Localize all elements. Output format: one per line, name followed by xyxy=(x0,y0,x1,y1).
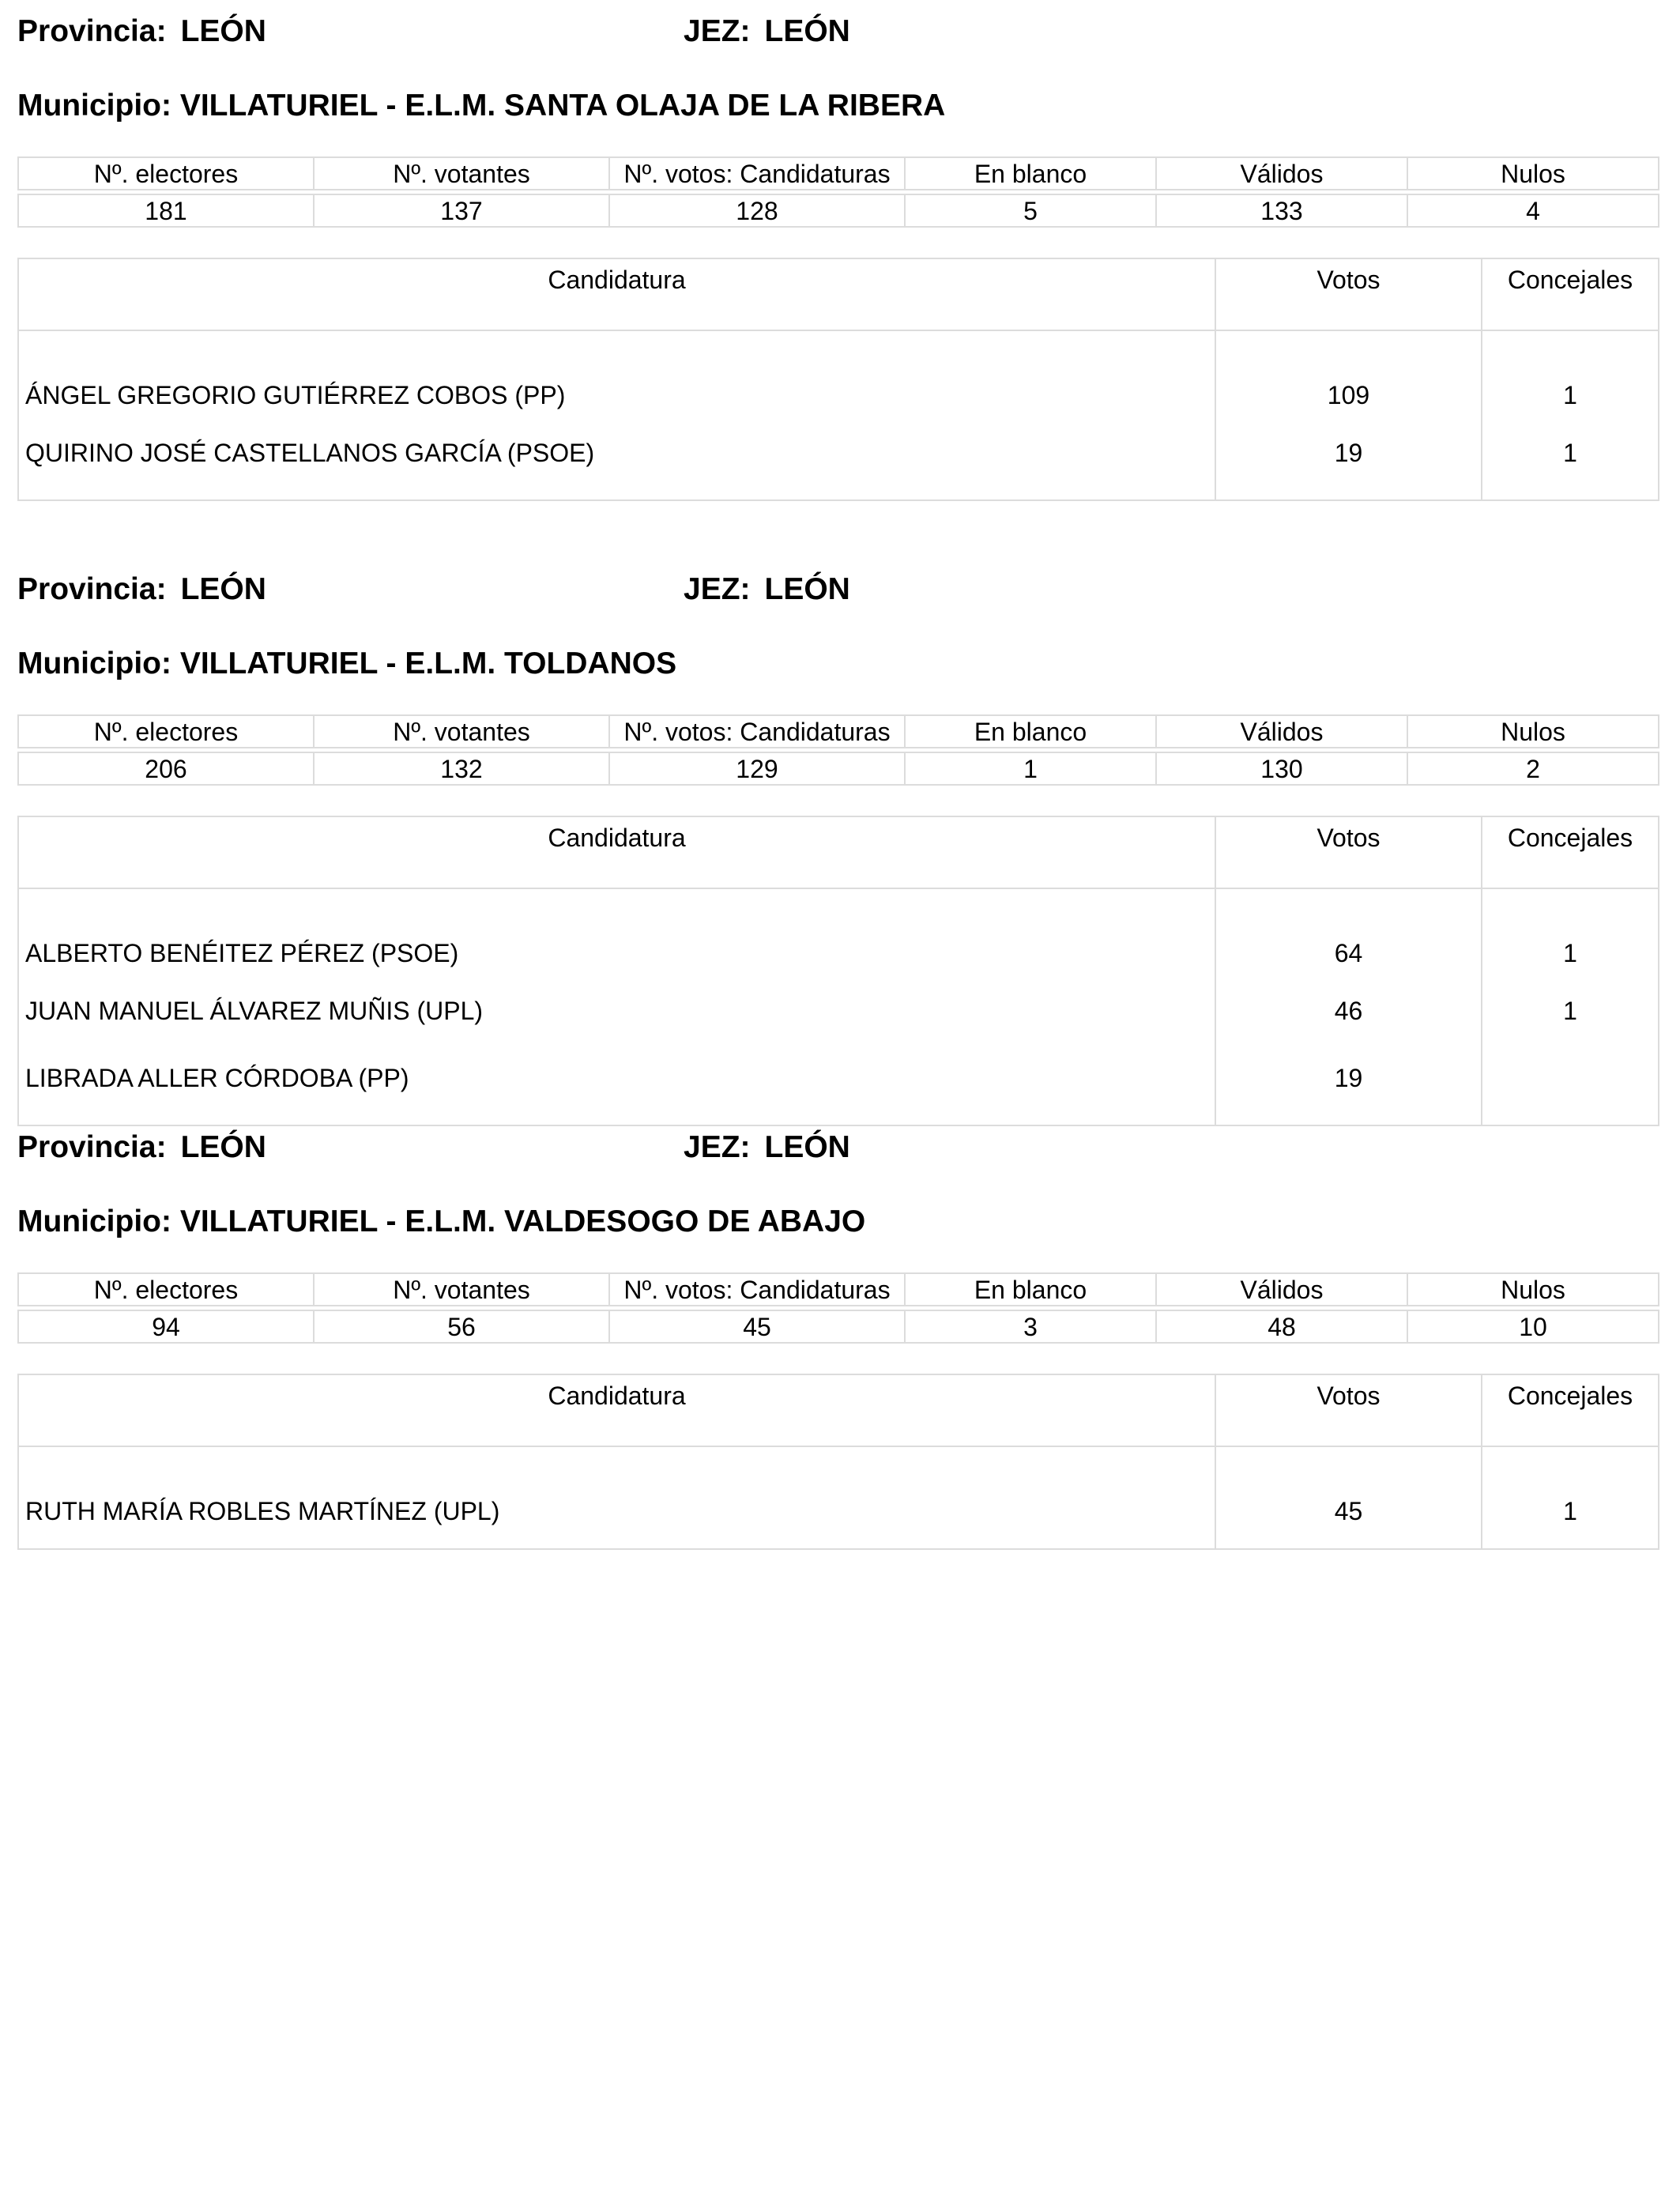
stats-header-votos-candidaturas: Nº. votos: Candidaturas xyxy=(609,715,905,748)
stats-value-en-blanco: 1 xyxy=(905,752,1156,785)
stats-value-nulos: 4 xyxy=(1407,194,1659,227)
candidates-table xyxy=(17,816,1659,1126)
candidate-name: ÁNGEL GREGORIO GUTIÉRREZ COBOS (PP) xyxy=(25,381,566,409)
candidates-table xyxy=(17,258,1659,501)
candidate-concejales: 1 xyxy=(1482,330,1659,432)
stats-header-nulos: Nulos xyxy=(1407,715,1659,748)
header-votos: Votos xyxy=(1215,258,1482,330)
results-section-3 xyxy=(17,1130,1658,1525)
stats-header-row xyxy=(18,157,1659,190)
jez-line xyxy=(684,1130,850,1165)
stats-header-validos: Válidos xyxy=(1156,715,1407,748)
candidates-header-row xyxy=(18,816,1659,888)
candidate-votos: 109 xyxy=(1215,330,1482,432)
stats-value-electores: 94 xyxy=(18,1310,314,1343)
municipio-line xyxy=(17,89,945,123)
provincia-line xyxy=(17,572,266,607)
candidate-name: JUAN MANUEL ÁLVAREZ MUÑIS (UPL) xyxy=(25,997,484,1025)
candidate-row xyxy=(18,330,1659,432)
stats-header-votantes: Nº. votantes xyxy=(314,715,609,748)
stats-value-en-blanco: 3 xyxy=(905,1310,1156,1343)
municipio-line xyxy=(17,647,676,681)
candidate-row xyxy=(18,432,1659,500)
provincia-value: LEÓN xyxy=(180,14,266,48)
stats-header-row xyxy=(18,715,1659,748)
stats-table xyxy=(17,1272,1659,1344)
stats-header-electores: Nº. electores xyxy=(18,157,314,190)
stats-value-nulos: 10 xyxy=(1407,1310,1659,1343)
stats-header-electores: Nº. electores xyxy=(18,715,314,748)
stats-value-row xyxy=(18,752,1659,785)
section-header xyxy=(17,14,1658,62)
stats-value-votantes: 137 xyxy=(314,194,609,227)
stats-header-en-blanco: En blanco xyxy=(905,715,1156,748)
candidates-table xyxy=(17,1374,1659,1550)
jez-label: JEZ: xyxy=(684,1130,751,1164)
stats-header-nulos: Nulos xyxy=(1407,1273,1659,1306)
candidate-name: ALBERTO BENÉITEZ PÉREZ (PSOE) xyxy=(25,939,459,967)
stats-value-validos: 133 xyxy=(1156,194,1407,227)
stats-header-validos: Válidos xyxy=(1156,1273,1407,1306)
header-concejales: Concejales xyxy=(1482,258,1659,330)
jez-value: LEÓN xyxy=(764,1130,850,1164)
stats-value-votos-candidaturas: 128 xyxy=(609,194,905,227)
stats-value-nulos: 2 xyxy=(1407,752,1659,785)
stats-header-votantes: Nº. votantes xyxy=(314,157,609,190)
stats-value-votos-candidaturas: 129 xyxy=(609,752,905,785)
provincia-value: LEÓN xyxy=(180,572,266,606)
jez-line xyxy=(684,572,850,607)
stats-header-votos-candidaturas: Nº. votos: Candidaturas xyxy=(609,1273,905,1306)
municipio-label: Municipio: xyxy=(17,1204,171,1238)
jez-label: JEZ: xyxy=(684,14,751,48)
stats-header-en-blanco: En blanco xyxy=(905,157,1156,190)
municipio-label: Municipio: xyxy=(17,89,171,123)
stats-header-electores: Nº. electores xyxy=(18,1273,314,1306)
stats-value-validos: 48 xyxy=(1156,1310,1407,1343)
candidate-votos: 45 xyxy=(1215,1446,1482,1549)
stats-value-votos-candidaturas: 45 xyxy=(609,1310,905,1343)
candidate-row xyxy=(18,990,1659,1057)
results-section-1 xyxy=(17,14,1658,467)
stats-table xyxy=(17,714,1659,786)
stats-value-electores: 206 xyxy=(18,752,314,785)
candidate-row xyxy=(18,888,1659,990)
provincia-line xyxy=(17,14,266,49)
stats-table xyxy=(17,156,1659,228)
municipio-value: VILLATURIEL - E.L.M. TOLDANOS xyxy=(179,647,677,680)
header-votos: Votos xyxy=(1215,816,1482,888)
provincia-value: LEÓN xyxy=(180,1130,266,1164)
candidate-name: RUTH MARÍA ROBLES MARTÍNEZ (UPL) xyxy=(25,1497,500,1525)
stats-value-row xyxy=(18,1310,1659,1343)
stats-header-votantes: Nº. votantes xyxy=(314,1273,609,1306)
candidates-header-row xyxy=(18,1374,1659,1446)
stats-header-row xyxy=(18,1273,1659,1306)
candidate-name: QUIRINO JOSÉ CASTELLANOS GARCÍA (PSOE) xyxy=(25,439,595,467)
header-votos: Votos xyxy=(1215,1374,1482,1446)
municipio-value: VILLATURIEL - E.L.M. SANTA OLAJA DE LA RIBERA xyxy=(179,89,946,123)
candidate-concejales: 1 xyxy=(1482,1446,1659,1549)
stats-value-en-blanco: 5 xyxy=(905,194,1156,227)
header-concejales: Concejales xyxy=(1482,816,1659,888)
stats-value-validos: 130 xyxy=(1156,752,1407,785)
stats-value-votantes: 132 xyxy=(314,752,609,785)
stats-header-validos: Válidos xyxy=(1156,157,1407,190)
municipio-label: Municipio: xyxy=(17,647,171,680)
municipio-value: VILLATURIEL - E.L.M. VALDESOGO DE ABAJO xyxy=(179,1204,866,1238)
stats-header-nulos: Nulos xyxy=(1407,157,1659,190)
candidate-concejales: 1 xyxy=(1482,888,1659,990)
candidate-row xyxy=(18,1057,1659,1125)
municipio-line xyxy=(17,1204,865,1239)
candidate-concejales xyxy=(1482,1057,1659,1125)
candidate-votos: 46 xyxy=(1215,990,1482,1057)
candidate-votos: 19 xyxy=(1215,1057,1482,1125)
section-header xyxy=(17,572,1658,620)
jez-value: LEÓN xyxy=(764,572,850,606)
candidate-votos: 19 xyxy=(1215,432,1482,500)
stats-value-electores: 181 xyxy=(18,194,314,227)
provincia-label: Provincia: xyxy=(17,14,167,48)
provincia-label: Provincia: xyxy=(17,572,167,606)
header-candidatura: Candidatura xyxy=(18,816,1215,888)
provincia-line xyxy=(17,1130,266,1165)
section-header xyxy=(17,1130,1658,1178)
stats-value-row xyxy=(18,194,1659,227)
candidate-concejales: 1 xyxy=(1482,990,1659,1057)
stats-value-votantes: 56 xyxy=(314,1310,609,1343)
candidate-name: LIBRADA ALLER CÓRDOBA (PP) xyxy=(25,1064,409,1092)
candidate-concejales: 1 xyxy=(1482,432,1659,500)
header-candidatura: Candidatura xyxy=(18,1374,1215,1446)
header-concejales: Concejales xyxy=(1482,1374,1659,1446)
candidate-row xyxy=(18,1446,1659,1549)
provincia-label: Provincia: xyxy=(17,1130,167,1164)
stats-header-votos-candidaturas: Nº. votos: Candidaturas xyxy=(609,157,905,190)
jez-value: LEÓN xyxy=(764,14,850,48)
results-section-2 xyxy=(17,572,1658,1092)
stats-header-en-blanco: En blanco xyxy=(905,1273,1156,1306)
jez-line xyxy=(684,14,850,49)
candidate-votos: 64 xyxy=(1215,888,1482,990)
jez-label: JEZ: xyxy=(684,572,751,606)
header-candidatura: Candidatura xyxy=(18,258,1215,330)
candidates-header-row xyxy=(18,258,1659,330)
